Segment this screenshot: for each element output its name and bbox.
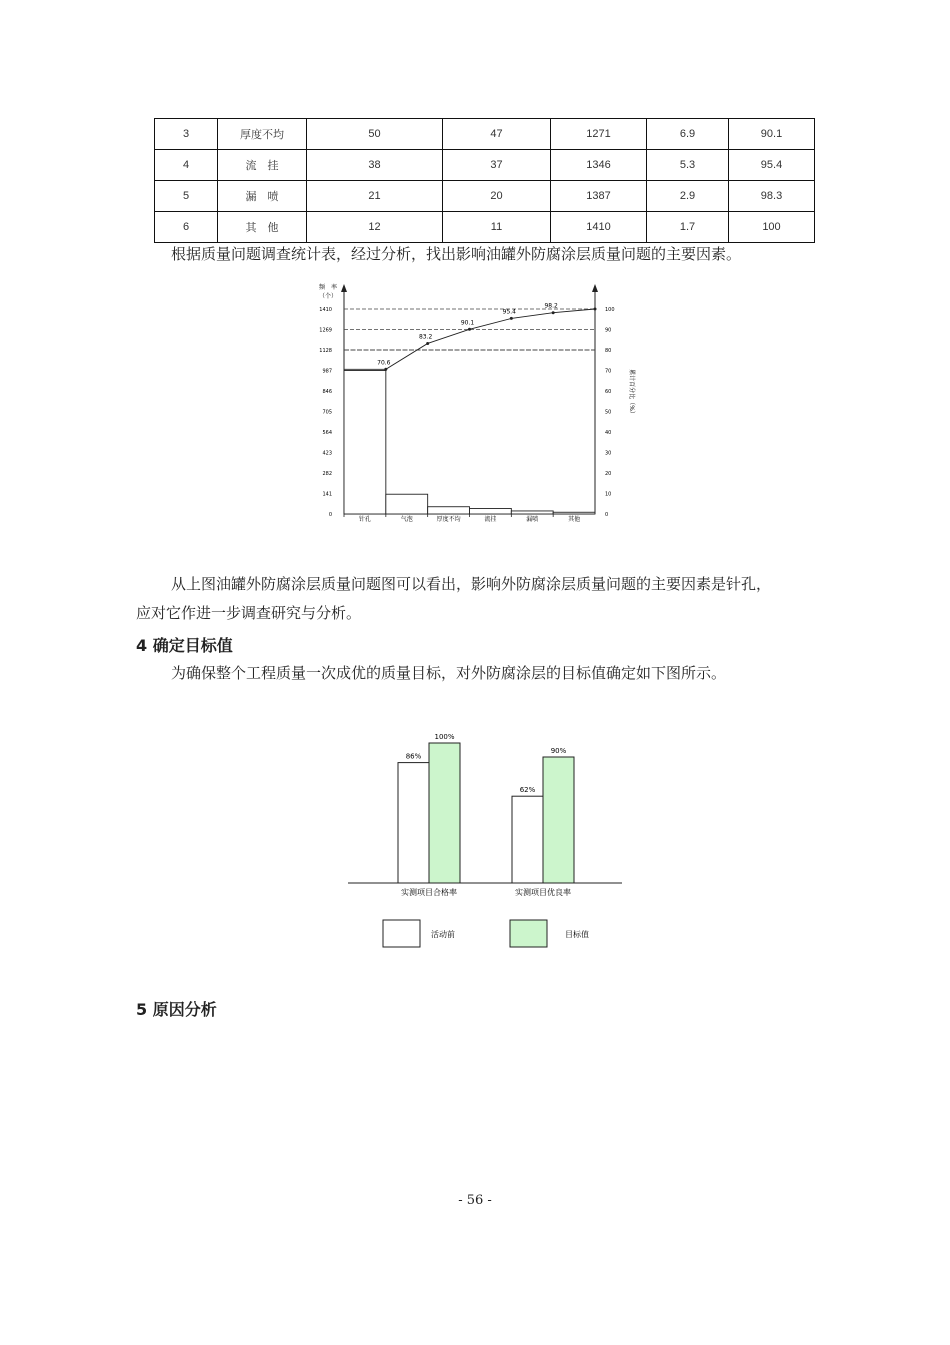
table-cell-name: 流 挂 bbox=[218, 150, 307, 181]
pareto-bar bbox=[386, 494, 428, 514]
y-left-tick-label: 564 bbox=[322, 430, 332, 436]
table-cell-c2: 37 bbox=[443, 150, 551, 181]
table-cell-c2: 20 bbox=[443, 181, 551, 212]
x-tick-label: 针孔 bbox=[358, 516, 371, 523]
legend-label-target: 目标值 bbox=[565, 930, 589, 939]
x-tick-label: 流挂 bbox=[484, 516, 497, 523]
cumulative-point bbox=[426, 342, 429, 345]
table-cell-c3: 1387 bbox=[551, 181, 647, 212]
y-right-tick-label: 20 bbox=[605, 471, 612, 477]
table-cell-c1: 38 bbox=[307, 150, 443, 181]
category-label: 实测项目合格率 bbox=[401, 888, 457, 897]
x-tick-label: 漏喷 bbox=[526, 516, 539, 523]
table-cell-name: 厚度不均 bbox=[218, 119, 307, 150]
y-right-tick-label: 80 bbox=[605, 348, 612, 354]
table-cell-name: 其 他 bbox=[218, 212, 307, 243]
x-tick-label: 厚度不均 bbox=[436, 516, 461, 523]
x-tick-label: 气泡 bbox=[400, 516, 413, 523]
y-right-tick-label: 40 bbox=[605, 430, 612, 436]
y-right-tick-label: 70 bbox=[605, 368, 612, 375]
y-left-tick-label: 423 bbox=[322, 450, 332, 457]
y-left-tick-label: 705 bbox=[322, 409, 332, 416]
pareto-bar bbox=[470, 508, 512, 514]
bar-before bbox=[512, 796, 543, 883]
legend-swatch-before bbox=[383, 920, 420, 947]
table-cell-no: 3 bbox=[155, 119, 218, 150]
y-left-label: 频 率 bbox=[318, 284, 338, 291]
y-right-label: 累计百分比（%） bbox=[628, 369, 635, 417]
y-right-tick-label: 100 bbox=[605, 307, 615, 313]
paragraph-analysis-line2: 应对它作进一步调查研究与分析。 bbox=[136, 604, 362, 622]
legend-label-before: 活动前 bbox=[431, 930, 455, 939]
y-right-tick-label: 60 bbox=[605, 389, 612, 395]
table-cell-c3: 1271 bbox=[551, 119, 647, 150]
y-right-tick-label: 0 bbox=[605, 512, 609, 518]
cumulative-label: 95.4 bbox=[502, 308, 517, 316]
y-left-tick-label: 141 bbox=[322, 491, 332, 498]
table-cell-no: 6 bbox=[155, 212, 218, 243]
bar-target bbox=[543, 757, 574, 883]
table-cell-c4: 6.9 bbox=[647, 119, 729, 150]
pareto-bar bbox=[428, 507, 470, 514]
table-cell-c5: 98.3 bbox=[729, 181, 815, 212]
y-right-tick-label: 90 bbox=[605, 327, 612, 334]
table-cell-name: 漏 喷 bbox=[218, 181, 307, 212]
bar-value-label: 100% bbox=[434, 733, 455, 741]
table-cell-c5: 90.1 bbox=[729, 119, 815, 150]
paragraph-pareto-intro: 根据质量问题调查统计表，经过分析，找出影响油罐外防腐涂层质量问题的主要因素。 bbox=[171, 245, 742, 263]
target-value-chart bbox=[340, 725, 630, 960]
y-right-tick-label: 50 bbox=[605, 409, 612, 416]
pareto-chart bbox=[300, 278, 660, 528]
y-right-tick-label: 10 bbox=[605, 491, 612, 498]
right-axis-arrow bbox=[592, 284, 598, 292]
bar-target bbox=[429, 743, 460, 883]
y-left-tick-label: 1269 bbox=[319, 327, 332, 334]
cumulative-label: 83.2 bbox=[418, 333, 433, 341]
table-row bbox=[155, 119, 815, 150]
table-cell-c5: 100 bbox=[729, 212, 815, 243]
table-row bbox=[155, 181, 815, 212]
pareto-bar bbox=[511, 511, 553, 514]
cumulative-point bbox=[468, 328, 471, 331]
page-number: - 56 - bbox=[458, 1193, 492, 1208]
cumulative-label: 90.1 bbox=[460, 319, 475, 327]
paragraph-target-intro: 为确保整个工程质量一次成优的质量目标，对外防腐涂层的目标值确定如下图所示。 bbox=[171, 664, 727, 682]
table-cell-no: 5 bbox=[155, 181, 218, 212]
y-left-tick-label: 1128 bbox=[319, 348, 332, 354]
category-label: 实测项目优良率 bbox=[515, 888, 571, 897]
table-cell-c1: 50 bbox=[307, 119, 443, 150]
table-cell-c2: 11 bbox=[443, 212, 551, 243]
table-cell-c1: 21 bbox=[307, 181, 443, 212]
pareto-bar bbox=[344, 371, 386, 515]
y-right-tick-label: 30 bbox=[605, 450, 612, 457]
cumulative-point bbox=[552, 311, 555, 314]
table-row bbox=[155, 150, 815, 181]
table-cell-c4: 1.7 bbox=[647, 212, 729, 243]
table-cell-no: 4 bbox=[155, 150, 218, 181]
cumulative-point bbox=[594, 308, 597, 311]
table-cell-c3: 1410 bbox=[551, 212, 647, 243]
bar-value-label: 90% bbox=[550, 747, 567, 755]
y-left-tick-label: 0 bbox=[328, 512, 332, 518]
table-cell-c3: 1346 bbox=[551, 150, 647, 181]
y-left-tick-label: 282 bbox=[322, 471, 332, 477]
y-left-tick-label: 1410 bbox=[319, 307, 332, 313]
table-cell-c4: 5.3 bbox=[647, 150, 729, 181]
heading-cause-analysis: 5 原因分析 bbox=[136, 1000, 217, 1019]
bar-value-label: 62% bbox=[519, 786, 536, 795]
y-left-tick-label: 987 bbox=[322, 368, 332, 375]
bar-value-label: 86% bbox=[405, 752, 422, 761]
legend-swatch-target bbox=[510, 920, 547, 947]
x-tick-label: 其他 bbox=[568, 516, 581, 523]
cumulative-label: 70.6 bbox=[377, 359, 391, 367]
table-cell-c1: 12 bbox=[307, 212, 443, 243]
bar-before bbox=[398, 763, 429, 883]
table-cell-c4: 2.9 bbox=[647, 181, 729, 212]
table-cell-c2: 47 bbox=[443, 119, 551, 150]
y-left-tick-label: 846 bbox=[322, 389, 332, 395]
cumulative-point bbox=[384, 368, 387, 371]
heading-target-value: 4 确定目标值 bbox=[136, 636, 233, 655]
paragraph-analysis-line1: 从上图油罐外防腐涂层质量问题图可以看出，影响外防腐涂层质量问题的主要因素是针孔， bbox=[171, 575, 772, 593]
left-axis-arrow bbox=[341, 284, 347, 292]
quality-problem-table bbox=[154, 118, 814, 243]
y-left-unit-label: （个） bbox=[318, 293, 338, 300]
table-row bbox=[155, 212, 815, 243]
pareto-bar bbox=[553, 512, 595, 514]
table-cell-c5: 95.4 bbox=[729, 150, 815, 181]
cumulative-point bbox=[510, 317, 513, 320]
cumulative-label: 98.2 bbox=[544, 302, 558, 310]
